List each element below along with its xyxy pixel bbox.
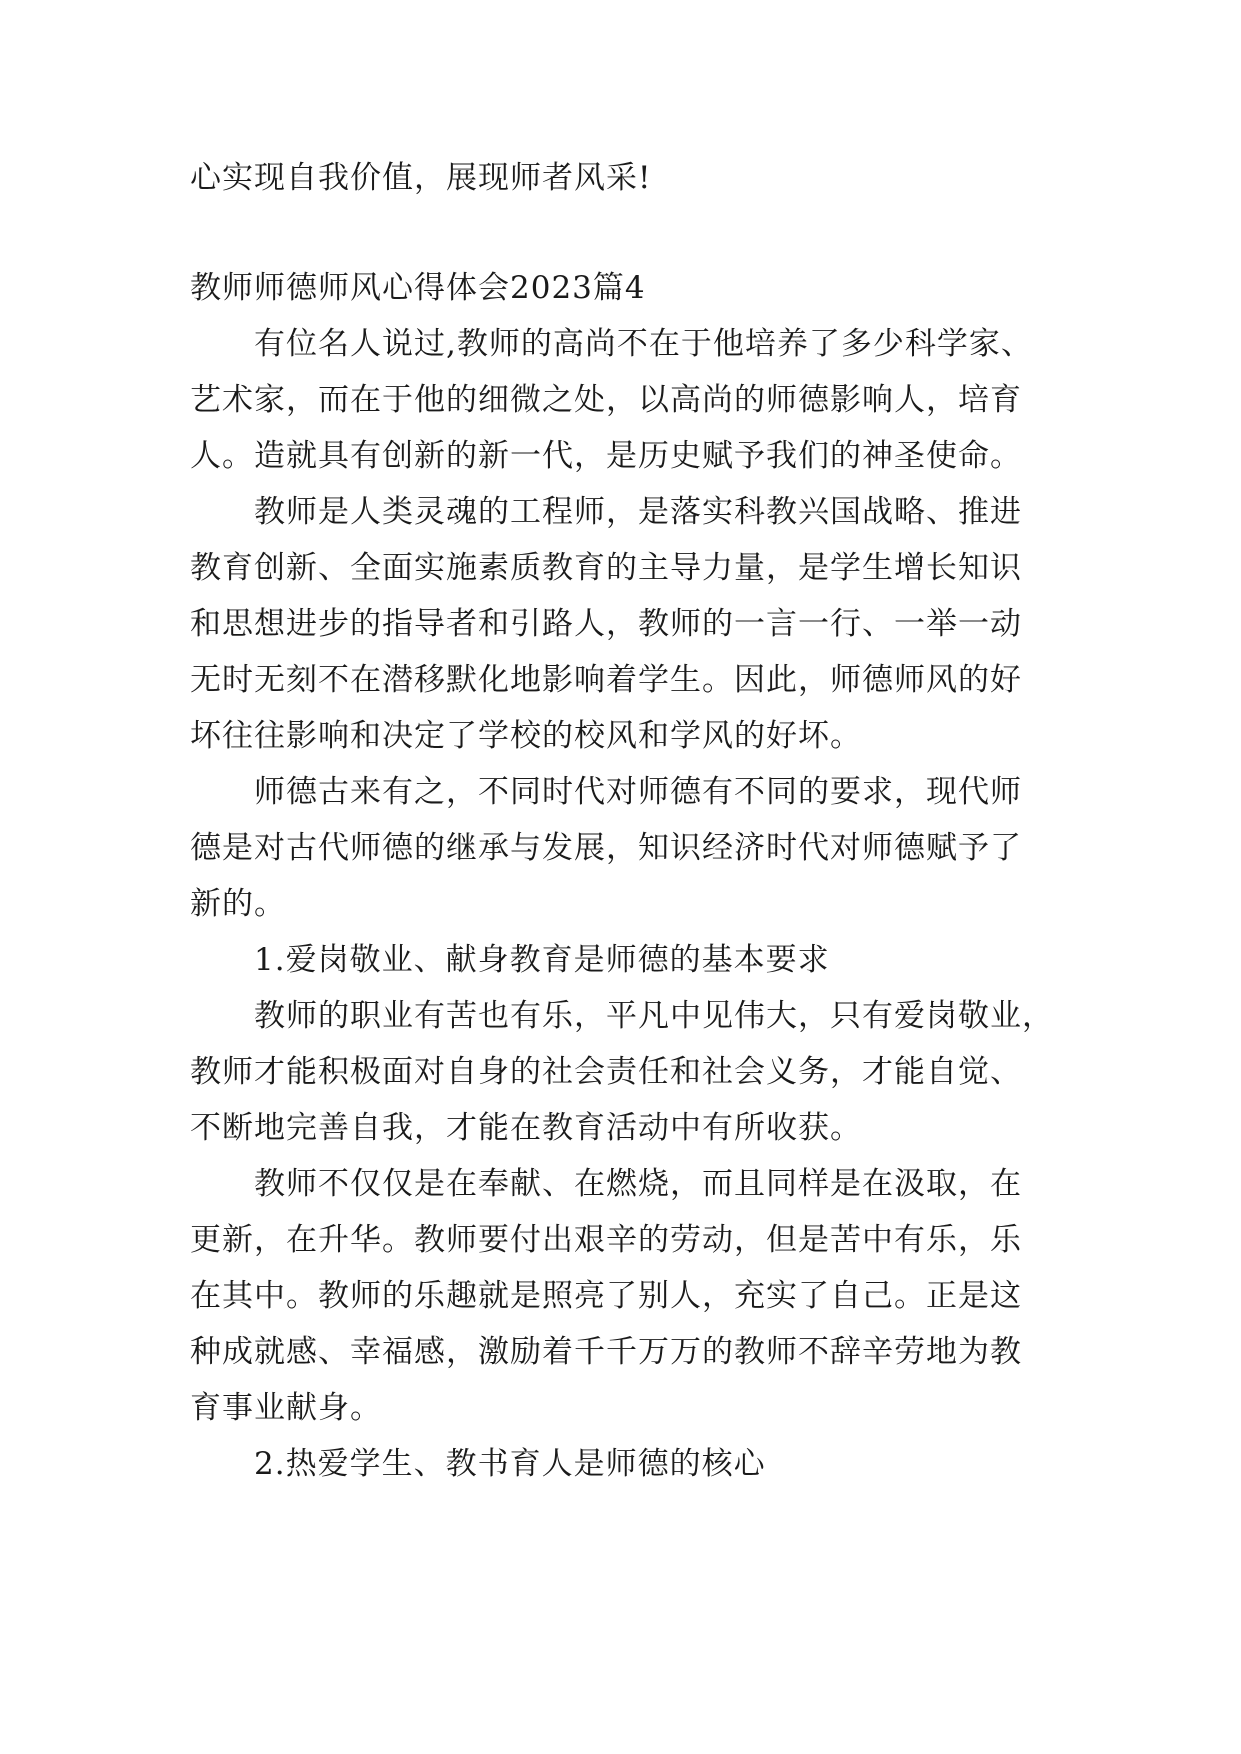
text-line: 心实现自我价值，展现师者风采!	[190, 160, 652, 196]
text-line: 和思想进步的指导者和引路人，教师的一言一行、一举一动	[190, 606, 1022, 642]
text-line: 更新，在升华。教师要付出艰辛的劳动，但是苦中有乐，乐	[190, 1222, 1022, 1258]
text-line: 教师才能积极面对自身的社会责任和社会义务，才能自觉、	[190, 1054, 1022, 1090]
subheading: 1.爱岗敬业、献身教育是师德的基本要求	[254, 942, 830, 978]
text-line: 种成就感、幸福感，激励着千千万万的教师不辞辛劳地为教	[190, 1334, 1022, 1370]
text-line: 师德古来有之，不同时代对师德有不同的要求，现代师	[254, 774, 1022, 810]
document-body	[190, 150, 1070, 1492]
text-line: 无时无刻不在潜移默化地影响着学生。因此，师德师风的好	[190, 662, 1022, 698]
text-line: 新的。	[190, 886, 286, 922]
text-line: 不断地完善自我，才能在教育活动中有所收获。	[190, 1110, 862, 1146]
text-line: 人。造就具有创新的新一代，是历史赋予我们的神圣使命。	[190, 438, 1022, 474]
text-line: 艺术家，而在于他的细微之处，以高尚的师德影响人，培育	[190, 382, 1022, 418]
text-line: 德是对古代师德的继承与发展，知识经济时代对师德赋予了	[190, 830, 1022, 866]
text-line: 教育创新、全面实施素质教育的主导力量，是学生增长知识	[190, 550, 1022, 586]
text-line: 在其中。教师的乐趣就是照亮了别人，充实了自己。正是这	[190, 1278, 1022, 1314]
text-line: 教师的职业有苦也有乐，平凡中见伟大，只有爱岗敬业，	[254, 998, 1054, 1034]
text-line: 教师不仅仅是在奉献、在燃烧，而且同样是在汲取，在	[254, 1166, 1022, 1202]
text-line: 有位名人说过,教师的高尚不在于他培养了多少科学家、	[254, 326, 1033, 362]
section-title: 教师师德师风心得体会2023篇4	[190, 270, 646, 306]
text-line: 教师是人类灵魂的工程师，是落实科教兴国战略、推进	[254, 494, 1022, 530]
text-line: 育事业献身。	[190, 1390, 382, 1426]
text-line: 坏往往影响和决定了学校的校风和学风的好坏。	[190, 718, 862, 754]
subheading: 2.热爱学生、教书育人是师德的核心	[254, 1446, 766, 1482]
